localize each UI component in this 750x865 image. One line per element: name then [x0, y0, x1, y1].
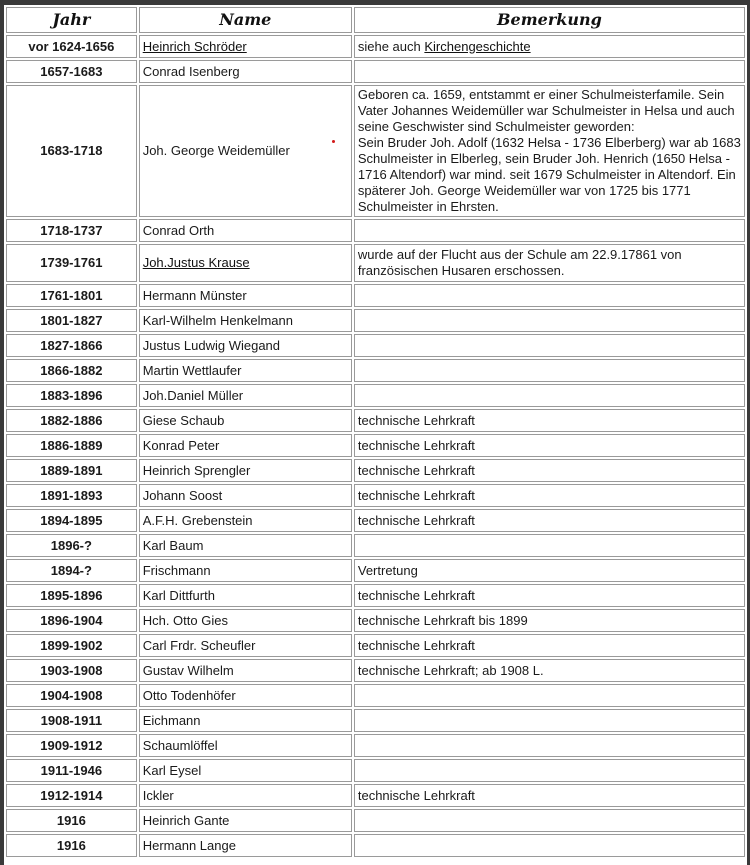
name-cell: A.F.H. Grebenstein [139, 509, 352, 532]
name-cell: Justus Ludwig Wiegand [139, 334, 352, 357]
year-cell: 1904-1908 [6, 684, 137, 707]
name-cell: Karl Dittfurth [139, 584, 352, 607]
year-cell: 1903-1908 [6, 659, 137, 682]
marker-dot [332, 140, 335, 143]
name-cell: Karl Eysel [139, 759, 352, 782]
table-row [6, 244, 745, 282]
year-cell: 1761-1801 [6, 284, 137, 307]
year-cell: 1718-1737 [6, 219, 137, 242]
note-cell: technische Lehrkraft [354, 484, 745, 507]
year-cell: 1882-1886 [6, 409, 137, 432]
table-row [6, 709, 745, 732]
name-cell: Otto Todenhöfer [139, 684, 352, 707]
name-cell: Eichmann [139, 709, 352, 732]
year-cell: vor 1624-1656 [6, 35, 137, 58]
name-cell: Karl Baum [139, 534, 352, 557]
year-cell: 1895-1896 [6, 584, 137, 607]
year-cell: 1889-1891 [6, 459, 137, 482]
note-cell: Geboren ca. 1659, entstammt er einer Schulmeisterfamile. Sein Vater Johannes Weidemüller war Schulmeister in Helsa und auch seine Geschwister sind Schulmeister geworden: Sein Bruder Joh. Adolf (1632 Helsa - 1736 Elberberg) war ab 1683 Schulmeister in Elberleg, sein Bruder Joh. Henrich (1650 Helsa - 1716 Altendorf) war mind. seit 1679 Schulmeister in Altendorf. Ein späterer Joh. George Weidemüller war von 1725 bis 1771 Schulmeister in Ehrsten. [354, 85, 745, 217]
table-row [6, 384, 745, 407]
year-cell: 1912-1914 [6, 784, 137, 807]
name-cell: Gustav Wilhelm [139, 659, 352, 682]
year-cell: 1908-1911 [6, 709, 137, 732]
header-row [6, 7, 745, 33]
year-cell: 1916 [6, 809, 137, 832]
year-cell: 1896-1904 [6, 609, 137, 632]
name-cell: Joh.Daniel Müller [139, 384, 352, 407]
year-cell: 1886-1889 [6, 434, 137, 457]
note-cell [354, 709, 745, 732]
year-cell: 1891-1893 [6, 484, 137, 507]
name-cell: Conrad Isenberg [139, 60, 352, 83]
name-link[interactable]: Heinrich Schröder [142, 38, 247, 54]
table-row [6, 284, 745, 307]
year-cell: 1657-1683 [6, 60, 137, 83]
year-cell: 1801-1827 [6, 309, 137, 332]
note-cell [354, 334, 745, 357]
header-name: Name [139, 7, 352, 33]
note-cell: wurde auf der Flucht aus der Schule am 22.9.17861 von französischen Husaren erschossen. [354, 244, 745, 282]
name-cell: Johann Soost [139, 484, 352, 507]
year-cell: 1896-? [6, 534, 137, 557]
table-frame [4, 5, 747, 865]
year-cell: 1916 [6, 834, 137, 857]
table-row [6, 459, 745, 482]
name-link[interactable]: Joh.Justus Krause [142, 255, 250, 270]
note-cell [354, 384, 745, 407]
note-cell [354, 534, 745, 557]
name-cell [139, 244, 352, 282]
note-cell [354, 60, 745, 83]
table-row [6, 834, 745, 857]
table-row [6, 60, 745, 83]
table-row [6, 359, 745, 382]
note-cell: technische Lehrkraft [354, 434, 745, 457]
name-cell: Hermann Münster [139, 284, 352, 307]
table-row [6, 734, 745, 757]
name-cell: Heinrich Gante [139, 809, 352, 832]
note-cell [354, 759, 745, 782]
table-row [6, 434, 745, 457]
note-cell: technische Lehrkraft [354, 409, 745, 432]
table-row [6, 559, 745, 582]
teacher-table [4, 5, 747, 859]
year-cell: 1894-1895 [6, 509, 137, 532]
table-row [6, 309, 745, 332]
table-row [6, 409, 745, 432]
name-cell: Hch. Otto Gies [139, 609, 352, 632]
note-cell [354, 284, 745, 307]
year-cell: 1911-1946 [6, 759, 137, 782]
table-row [6, 509, 745, 532]
table-row [6, 219, 745, 242]
note-cell [354, 309, 745, 332]
note-cell [354, 684, 745, 707]
note-cell: Vertretung [354, 559, 745, 582]
name-cell: Carl Frdr. Scheufler [139, 634, 352, 657]
year-cell: 1894-? [6, 559, 137, 582]
name-cell [139, 35, 352, 58]
header-year: Jahr [6, 7, 137, 33]
year-cell: 1909-1912 [6, 734, 137, 757]
name-cell: Ickler [139, 784, 352, 807]
name-cell: Schaumlöffel [139, 734, 352, 757]
note-cell [354, 834, 745, 857]
name-cell: Joh. George Weidemüller [139, 85, 352, 217]
table-row [6, 85, 745, 217]
name-cell: Heinrich Sprengler [139, 459, 352, 482]
name-cell: Conrad Orth [139, 219, 352, 242]
table-row [6, 584, 745, 607]
table-row [6, 759, 745, 782]
name-cell: Karl-Wilhelm Henkelmann [139, 309, 352, 332]
note-text: siehe auch [357, 38, 421, 54]
table-row [6, 484, 745, 507]
name-cell: Frischmann [139, 559, 352, 582]
year-cell: 1683-1718 [6, 85, 137, 217]
year-cell: 1866-1882 [6, 359, 137, 382]
note-cell: technische Lehrkraft [354, 584, 745, 607]
note-cell [354, 809, 745, 832]
name-cell: Giese Schaub [139, 409, 352, 432]
table-row [6, 659, 745, 682]
year-cell: 1899-1902 [6, 634, 137, 657]
note-cell [354, 734, 745, 757]
note-cell [354, 359, 745, 382]
table-row [6, 784, 745, 807]
table-row [6, 634, 745, 657]
year-cell: 1827-1866 [6, 334, 137, 357]
year-cell: 1883-1896 [6, 384, 137, 407]
table-row [6, 334, 745, 357]
name-cell: Hermann Lange [139, 834, 352, 857]
note-cell [354, 219, 745, 242]
year-cell: 1739-1761 [6, 244, 137, 282]
header-note: Bemerkung [354, 7, 745, 33]
note-cell: technische Lehrkraft [354, 634, 745, 657]
table-row [6, 534, 745, 557]
name-cell: Konrad Peter [139, 434, 352, 457]
note-cell: technische Lehrkraft [354, 509, 745, 532]
note-cell: technische Lehrkraft; ab 1908 L. [354, 659, 745, 682]
table-row [6, 35, 745, 58]
name-cell: Martin Wettlaufer [139, 359, 352, 382]
table-row [6, 684, 745, 707]
note-cell: technische Lehrkraft [354, 784, 745, 807]
table-row [6, 609, 745, 632]
note-cell [354, 35, 745, 58]
note-link[interactable]: Kirchengeschichte [424, 38, 531, 54]
table-row [6, 809, 745, 832]
note-cell: technische Lehrkraft [354, 459, 745, 482]
note-cell: technische Lehrkraft bis 1899 [354, 609, 745, 632]
